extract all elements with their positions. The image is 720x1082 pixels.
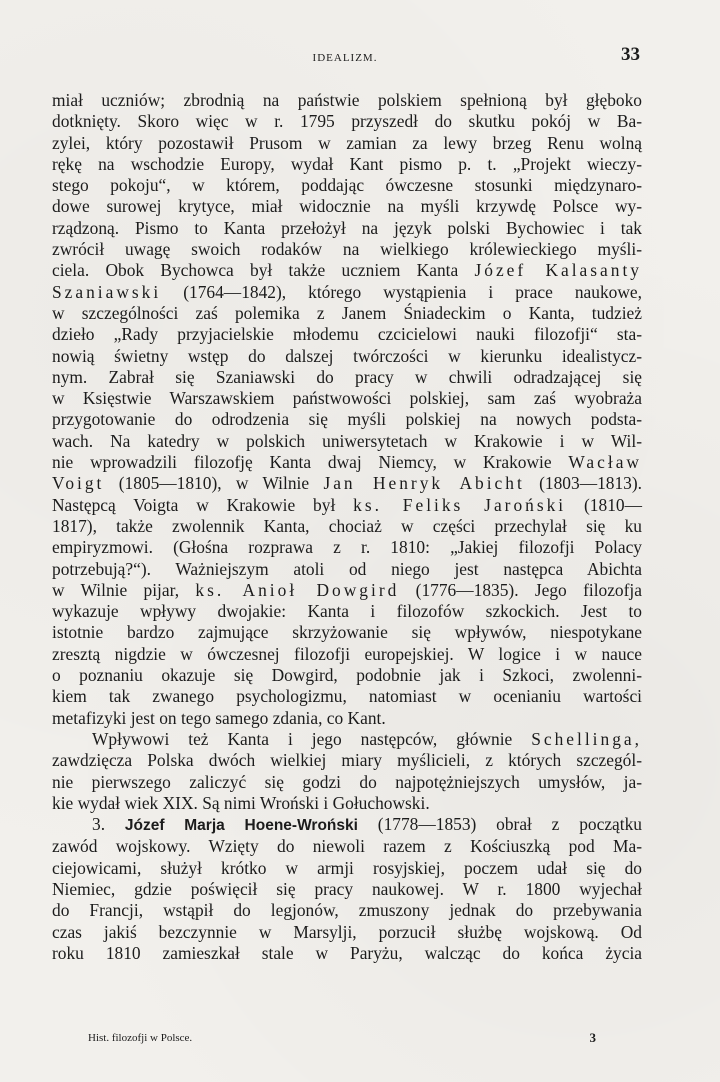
text-line xyxy=(52,282,642,303)
text-line: w szczególności zaś polemika z Janem Śniadeckim o Kanta, tudzież xyxy=(52,302,642,323)
text-line xyxy=(52,452,642,473)
section-wronski xyxy=(52,814,642,964)
spaced-name: ks. Feliks Jaroński xyxy=(353,494,567,515)
running-title: IDEALIZM. xyxy=(312,52,378,64)
text-line: metafizyki jest on tego samego zdania, co Kant. xyxy=(52,707,386,728)
text-line: zresztą nigdzie w ówczesnej filozofji europejskiej. W logice i w nauce xyxy=(52,643,642,664)
text-line: wykazuje wpływy dwojakie: Kanta i filozofów szkockich. Jest to xyxy=(52,601,642,622)
body-text xyxy=(52,90,642,964)
text-line: zawód wojskowy. Wzięty do niewoli razem z Kościuszką pod Ma- xyxy=(52,836,642,857)
text-line: nie pierwszego zaliczyć się godzi do najpotężniejszych umysłów, ja- xyxy=(52,771,642,792)
spaced-name: Jan Henryk Abicht xyxy=(323,473,525,494)
sheet-number: 3 xyxy=(589,1030,596,1045)
text-segment: nie wprowadzili filozofję Kanta dwaj Niemcy, w Krakowie xyxy=(52,452,552,473)
text-line: ciejowicami, służył krótko w armji rosyjskiej, poczem udał się do xyxy=(52,857,642,878)
text-line xyxy=(52,729,642,750)
text-segment: (1764—1842), którego wystąpienia i prace naukowe, xyxy=(183,281,642,302)
text-segment: (1776—1835). Jego filozofja xyxy=(415,579,642,600)
page-footer xyxy=(88,1030,596,1050)
text-line xyxy=(52,580,642,601)
text-line: zwrócił uwagę swoich rodaków na wielkiego królewieckiego myśli- xyxy=(52,239,642,260)
text-line: empiryzmowi. (Głośna rozprawa z r. 1810: „Jakiej filozofji Polacy xyxy=(52,537,642,558)
text-segment: (1810— xyxy=(584,494,642,515)
text-segment: w Wilnie pijar, xyxy=(52,579,180,600)
text-line: stego pokoju“, w którem, poddając ówczesne stosunki międzynaro- xyxy=(52,175,642,196)
text-line: zylei, który pozostawił Prusom w zamian za lewy brzeg Renu wolną xyxy=(52,132,642,153)
text-line xyxy=(52,260,642,281)
text-line: kiem tak zwanego psychologizmu, natomiast w ocenianiu wartości xyxy=(52,686,642,707)
text-line: miał uczniów; zbrodnią na państwie polskiem spełnioną był głęboko xyxy=(52,90,642,110)
spaced-name: Szaniawski xyxy=(52,281,162,302)
section-number: 3. xyxy=(92,814,106,835)
text-line: rękę na wschodzie Europy, wydał Kant pismo p. t. „Projekt wieczy- xyxy=(52,153,642,174)
text-line: Niemiec, gdzie poświęcił się pracy naukowej. W r. 1800 wyjechał xyxy=(52,878,642,899)
spaced-name: ks. Anioł Dowgird xyxy=(195,579,400,600)
text-line: 1817), także zwolennik Kanta, chociaż w części przechylał się ku xyxy=(52,515,642,536)
text-line: roku 1810 zamieszkał stale w Paryżu, walcząc do końca życia xyxy=(52,942,642,963)
text-line: o poznaniu okazuje się Dowgird, podobnie jak i Szkoci, zwolenni- xyxy=(52,665,642,686)
text-segment: (1778—1853) obrał z początku xyxy=(377,814,642,835)
page-number: 33 xyxy=(621,44,640,65)
text-line xyxy=(52,495,642,516)
text-line: czas jakiś bezczynnie w Marsylji, porzucił służbę wojskową. Od xyxy=(52,921,642,942)
text-line: zawdzięcza Polska dwóch wielkiej miary myślicieli, z których szczegól- xyxy=(52,750,642,771)
text-line: dotknięty. Skoro więc w r. 1795 przyszedł do skutku pokój w Ba- xyxy=(52,111,642,132)
section-heading-name: Józef Marja Hoene-Wroński xyxy=(124,817,358,835)
spaced-name: Voigt xyxy=(52,473,105,494)
text-line: nym. Zabrał się Szaniawski do pracy w chwili odradzającej się xyxy=(52,366,642,387)
spaced-name: Schellinga, xyxy=(531,728,642,749)
text-segment: (1803—1813). xyxy=(539,473,643,494)
text-line: istotnie bardzo zajmujące skrzyżowanie się wpływów, niespotykane xyxy=(52,622,642,643)
text-line: przygotowanie do odrodzenia się myśli polskiej na nowych podsta- xyxy=(52,409,642,430)
text-segment: Następcą Voigta w Krakowie był xyxy=(52,494,336,515)
text-segment: (1805—1810), w Wilnie xyxy=(118,473,310,494)
text-line: potrzebują?“). Ważniejszym atoli od niego jest następca Abichta xyxy=(52,558,642,579)
text-segment: Wpływowi też Kanta i jego następców, głównie xyxy=(92,728,513,749)
spaced-name: Józef Kalasanty xyxy=(474,260,642,281)
text-line: rządzoną. Pismo to Kanta przełożył na język polski Bychowiec i tak xyxy=(52,217,642,238)
text-line: kie wydał wiek XIX. Są nimi Wroński i Gołuchowski. xyxy=(52,792,430,813)
footer-signature: Hist. filozofji w Polsce. xyxy=(88,1032,193,1044)
text-line xyxy=(52,473,642,494)
paragraph-kant-influence xyxy=(52,90,642,729)
text-line xyxy=(52,814,642,836)
text-line: w Księstwie Warszawskiem państwowości polskiej, sam zaś wyobraża xyxy=(52,388,642,409)
text-line: nowią świetny wstęp do dalszej twórczości w kierunku idealistycz- xyxy=(52,345,642,366)
page-header xyxy=(50,44,640,74)
text-line: do Francji, wstąpił do legjonów, zmuszony jednak do przebywania xyxy=(52,900,642,921)
paragraph-schelling xyxy=(52,729,642,814)
text-line: dzieło „Rady przyjacielskie młodemu czcicielowi nauki filozofji“ sta- xyxy=(52,324,642,345)
text-line: dowe surowej krytyce, miał widocznie na myśli krzywdę Polsce wy- xyxy=(52,196,642,217)
text-line: wach. Na katedry w polskich uniwersytetach w Krakowie i w Wil- xyxy=(52,430,642,451)
text-segment: ciela. Obok Bychowca był także uczniem Kanta xyxy=(52,260,459,281)
spaced-name: Wacław xyxy=(568,452,642,473)
